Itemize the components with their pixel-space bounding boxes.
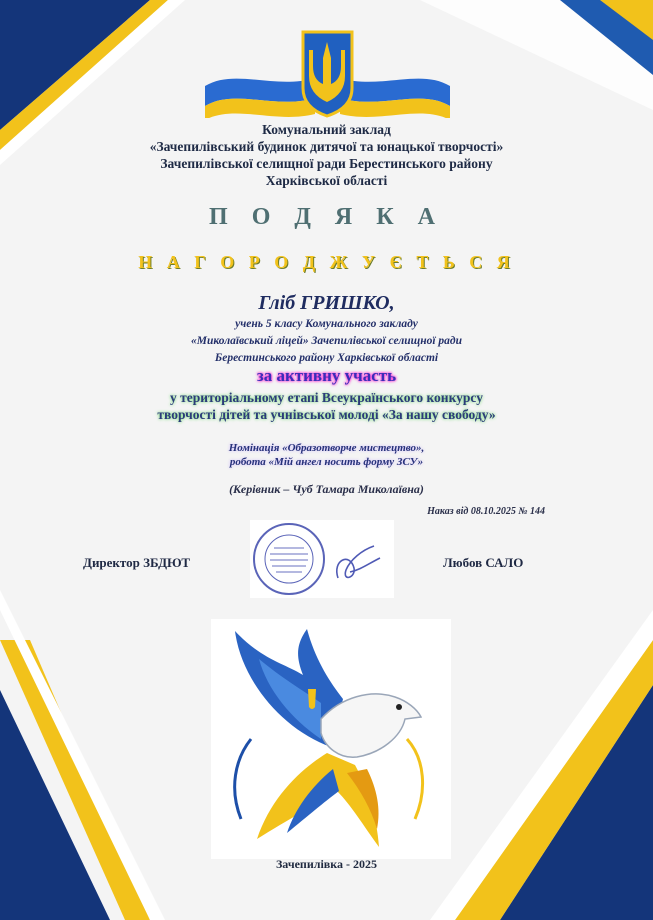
- header-line-1: Комунальний заклад: [262, 122, 391, 137]
- footer-place-year: Зачепилівка - 2025: [275, 857, 378, 871]
- ukrainian-dove-illustration: [211, 619, 451, 859]
- certificate-title: П О Д Я К А: [209, 204, 444, 230]
- award-heading: Н А Г О Р О Д Ж У Є Т Ь С Я: [138, 252, 515, 272]
- institution-header: [0, 121, 653, 189]
- competition-line-1: у територіальному етапі Всеукраїнського конкурсу: [169, 390, 483, 405]
- nomination-line-1: Номінація «Образотворче мистецтво»,: [228, 442, 425, 454]
- official-stamp-icon: [250, 520, 394, 598]
- director-name: Любов САЛО: [443, 555, 524, 570]
- reason-main: за активну участь: [256, 366, 397, 385]
- seal-and-signature: [250, 520, 394, 598]
- trident-coat-of-arms-icon: [205, 28, 450, 118]
- leader-line: (Керівник – Чуб Тамара Миколаївна): [229, 482, 424, 496]
- competition-line-2: творчості дітей та учнівської молоді «За нашу свободу»: [157, 407, 496, 422]
- nomination: [0, 441, 653, 469]
- header-line-4: Харківської області: [265, 173, 388, 188]
- recipient-line-3: Берестинського району Харківської області: [214, 352, 439, 364]
- recipient-line-1: учень 5 класу Комунального закладу: [235, 318, 418, 330]
- director-position: Директор ЗБДЮТ: [83, 555, 191, 570]
- header-line-2: «Зачепилівський будинок дитячої та юнацької творчості»: [149, 139, 504, 154]
- recipient-name: Гліб ГРИШКО,: [258, 292, 395, 314]
- recipient-info: [0, 316, 653, 367]
- competition-info: [0, 389, 653, 423]
- recipient-line-2: «Миколаївський ліцей» Зачепилівської селищної ради: [190, 335, 463, 347]
- nomination-line-2: робота «Мій ангел носить форму ЗСУ»: [229, 456, 424, 468]
- order-reference: Наказ від 08.10.2025 № 144: [427, 506, 545, 517]
- header-line-3: Зачепилівської селищної ради Берестинського району: [160, 156, 493, 171]
